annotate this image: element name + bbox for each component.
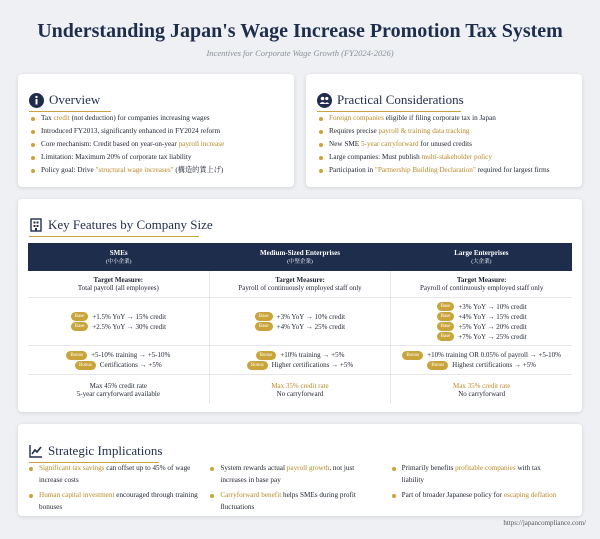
rate-badge: Base	[437, 312, 455, 321]
strategic-heading-label: Strategic Implications	[48, 443, 163, 458]
practical-card	[306, 74, 582, 187]
overview-card	[18, 74, 294, 187]
rate-line: Bonus Highest certifications → +5%	[427, 360, 536, 370]
list-item: Limitation: Maximum 20% of corporate tax liability	[30, 151, 286, 164]
features-table-header	[28, 243, 572, 271]
column-header-medium: Medium-Sized Enterprises (中堅企業)	[260, 249, 340, 265]
table-row-bonus	[28, 346, 572, 375]
table-row-target	[28, 271, 572, 298]
strategic-list-2	[209, 462, 390, 516]
rate-badge: Bonus	[66, 351, 87, 360]
list-item: Significant tax savings can offset up to 45% of wage increase costs	[28, 462, 199, 486]
table-cell: Target Measure: Payroll of continuously employed staff only	[210, 271, 392, 297]
table-cell: Target Measure: Total payroll (all employees)	[28, 271, 210, 297]
overview-list	[30, 112, 286, 177]
list-item: Policy goal: Drive "structural wage increases" (構造的賃上げ)	[30, 164, 286, 177]
list-item: New SME 5-year carryforward for unused credits	[318, 138, 574, 151]
strategic-list-1	[28, 462, 209, 516]
table-cell	[391, 346, 572, 374]
list-item: Introduced FY2013, significantly enhanced in FY2024 reform	[30, 125, 286, 138]
features-heading-label: Key Features by Company Size	[48, 217, 213, 232]
table-cell	[210, 346, 392, 374]
table-row-base	[28, 298, 572, 346]
table-cell: Target Measure: Payroll of continuously employed staff only	[420, 276, 544, 292]
rate-badge: Base	[71, 312, 89, 321]
overview-heading	[29, 92, 100, 108]
table-cell	[28, 298, 210, 345]
rate-line: Bonus +5-10% training → +5-10%	[66, 350, 170, 360]
list-item: Foreign companies eligible if filing corporate tax in Japan	[318, 112, 574, 125]
overview-heading-label: Overview	[49, 92, 101, 107]
list-item: Human capital investment encouraged through training bonuses	[28, 489, 199, 513]
rate-line: Base +7% YoY → 25% credit	[437, 332, 527, 342]
rate-line: Bonus +10% training OR 0.05% of payroll → +5-10%	[402, 350, 561, 360]
rate-badge: Bonus	[427, 361, 448, 370]
rate-line: Base +1.5% YoY → 15% credit	[71, 312, 166, 322]
practical-heading	[317, 92, 464, 108]
list-item: Requires precise payroll & training data tracking	[318, 125, 574, 138]
column-header-large: Large Enterprises (大企業)	[454, 249, 509, 265]
rate-line: Base +4% YoY → 25% credit	[255, 322, 345, 332]
rate-badge: Bonus	[402, 351, 423, 360]
people-icon	[317, 93, 332, 108]
rate-line: Base +3% YoY → 10% credit	[437, 302, 527, 312]
rate-line: Base +3% YoY → 10% credit	[255, 312, 345, 322]
rate-badge: Base	[255, 322, 273, 331]
column-header-smes: SMEs (中小企業)	[105, 249, 132, 265]
table-row-limits	[28, 375, 572, 404]
rate-line: Bonus Higher certifications → +5%	[247, 360, 353, 370]
chart-line-icon	[29, 444, 43, 458]
practical-list	[318, 112, 574, 177]
list-item: System rewards actual payroll growth, not just increases in base pay	[209, 462, 380, 486]
table-cell	[28, 346, 210, 374]
rate-badge: Base	[71, 322, 89, 331]
rate-badge: Base	[437, 302, 455, 311]
rate-line: Base +2.5% YoY → 30% credit	[71, 322, 166, 332]
list-item: Carryforward benefit helps SMEs during profit fluctuations	[209, 489, 380, 513]
rate-line: Base +4% YoY → 15% credit	[437, 312, 527, 322]
strategic-columns	[28, 462, 572, 516]
table-cell: Max 35% credit rate No carryforward	[210, 375, 392, 404]
rate-line: Base +5% YoY → 20% credit	[437, 322, 527, 332]
practical-heading-label: Practical Considerations	[337, 92, 464, 107]
rate-badge: Bonus	[75, 361, 96, 370]
strategic-list-3	[391, 462, 572, 516]
list-item: Tax credit (not deduction) for companies increasing wages	[30, 112, 286, 125]
rate-badge: Base	[437, 322, 455, 331]
list-item: Primarily benefits profitable companies with tax liability	[391, 462, 562, 486]
list-item: Core mechanism: Credit based on year-on-year payroll increase	[30, 138, 286, 151]
table-cell: Max 45% credit rate 5-year carryforward available	[28, 375, 210, 404]
rate-badge: Base	[437, 332, 455, 341]
list-item: Large companies: Must publish multi-stakeholder policy	[318, 151, 574, 164]
rate-badge: Bonus	[256, 351, 277, 360]
footer-url[interactable]: https://japancompliance.com/	[503, 519, 586, 527]
rate-line: Bonus +10% training → +5%	[256, 350, 345, 360]
info-icon	[29, 93, 44, 108]
page-title: Understanding Japan's Wage Increase Promotion Tax System	[37, 20, 563, 42]
page-subtitle: Incentives for Corporate Wage Growth (FY2024-2026)	[206, 48, 394, 58]
strategic-heading	[29, 443, 162, 459]
table-cell	[210, 298, 392, 345]
rate-badge: Base	[255, 312, 273, 321]
list-item: Participation in "Partnership Building Declaration" required for largest firms	[318, 164, 574, 177]
rate-line: Bonus Certifications → +5%	[75, 360, 162, 370]
features-heading	[29, 217, 213, 233]
building-icon	[29, 218, 43, 232]
table-cell	[391, 298, 572, 345]
rate-badge: Bonus	[247, 361, 268, 370]
list-item: Part of broader Japanese policy for escaping deflation	[391, 489, 562, 501]
table-cell: Max 35% credit rate No carryforward	[453, 381, 511, 398]
